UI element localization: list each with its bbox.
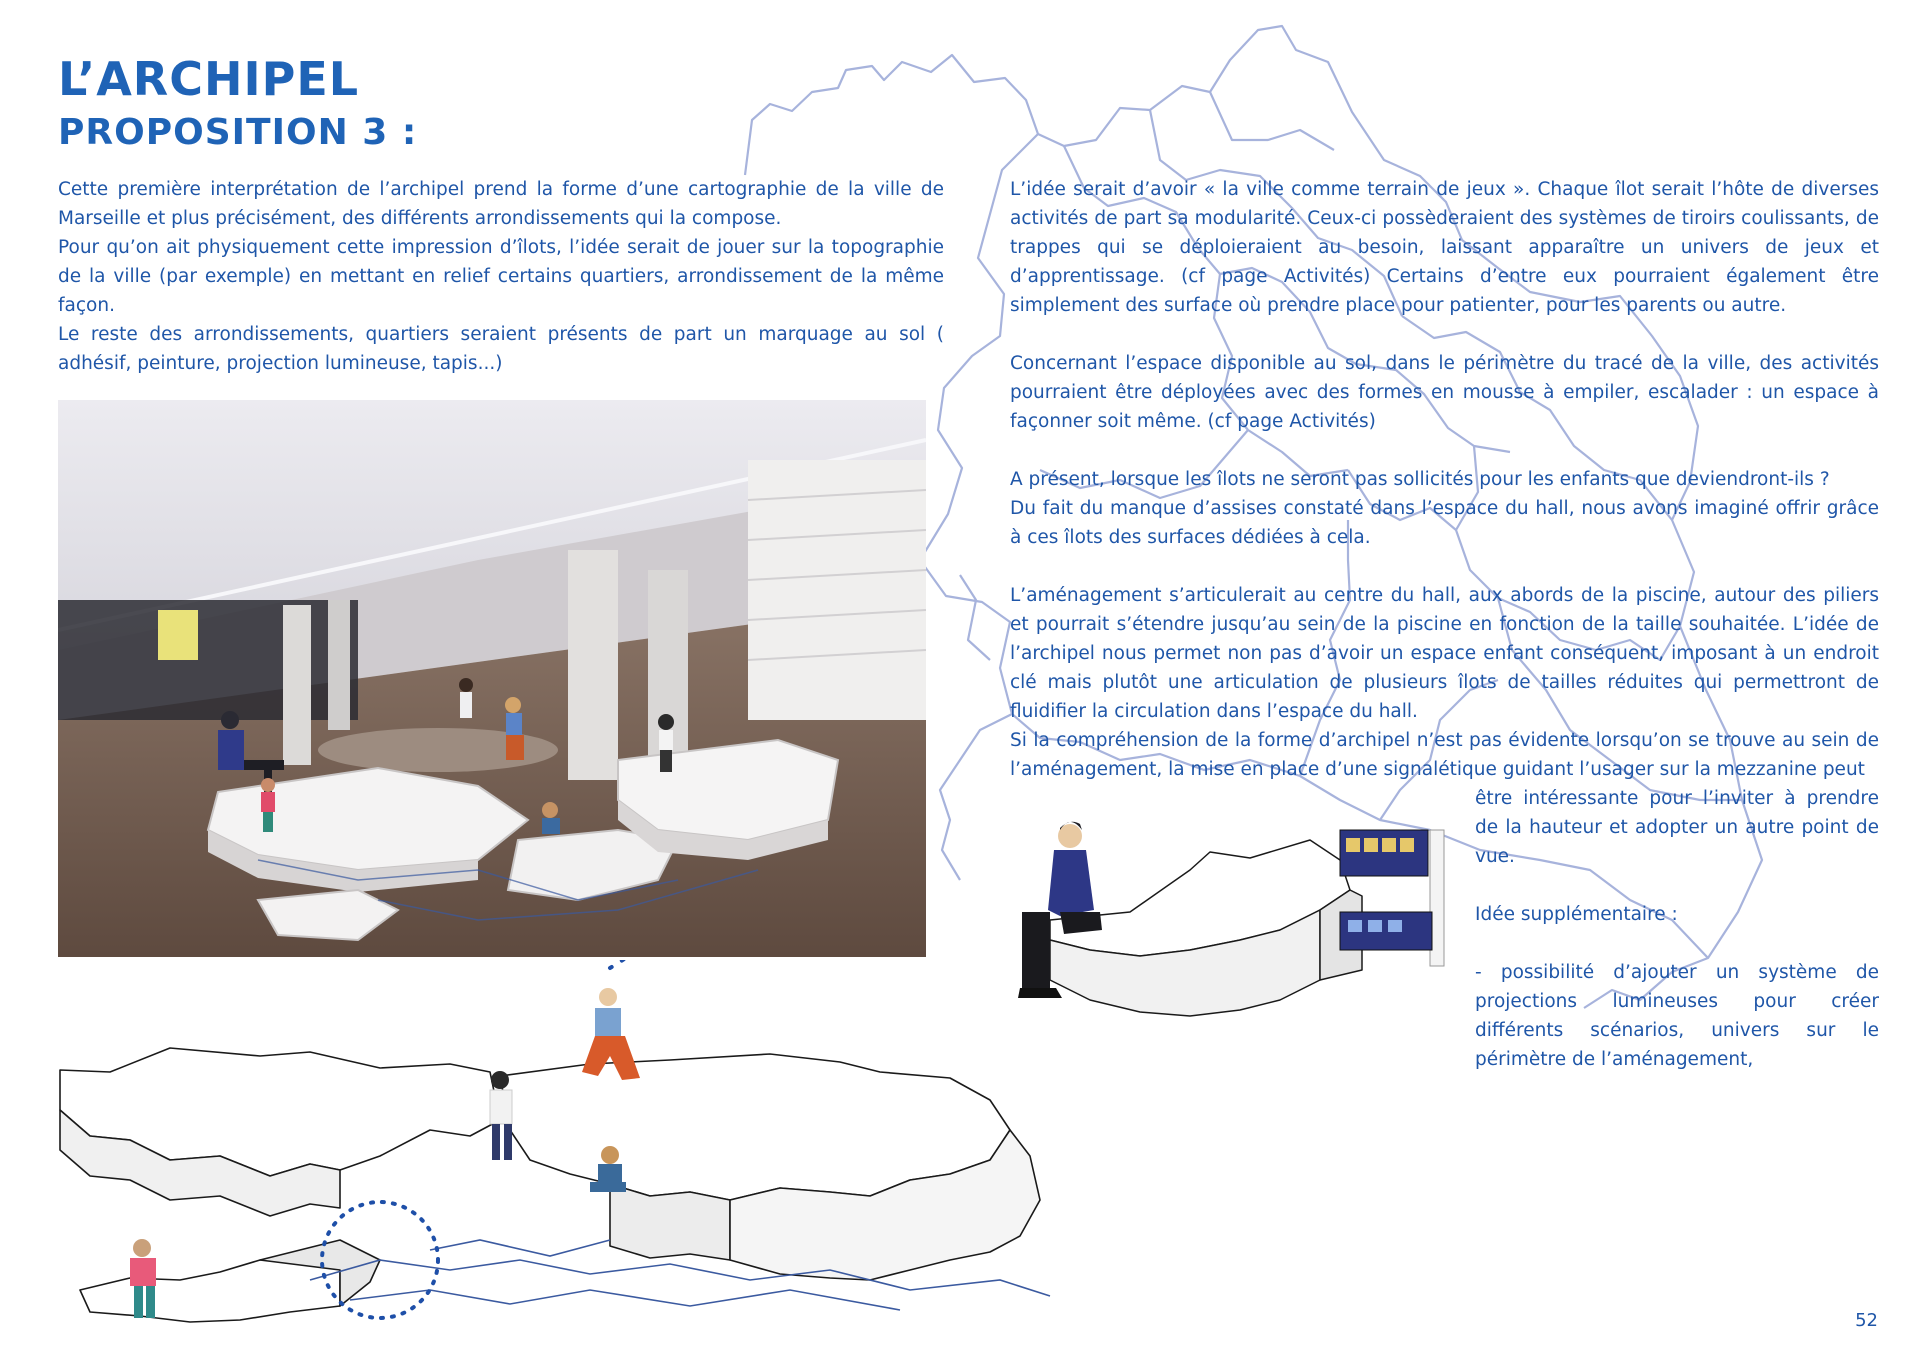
paragraph: Pour qu’on ait physiquement cette impression d’îlots, l’idée serait de jouer sur la topographie de la ville (par exemple) en mettant en relief certains quartiers, arrondissement de la même façon.	[58, 237, 944, 316]
paragraph: L’aménagement s’articulerait au centre du hall, aux abords de la piscine, autour des piliers et pourrait s’étendre jusqu’au sein de la piscine en fonction de la taille souhaitée. L’idée de l’archipel nous permet non pas d’avoir un espace enfant conséquent, imposant à un endroit clé mais plutôt une articulation de plusieurs îlots de tailles réduites qui permettront de fluidifier la circulation dans l’espace du hall.	[1010, 585, 1879, 722]
left-text-column	[58, 175, 944, 378]
page-subtitle: PROPOSITION 3 :	[58, 112, 418, 153]
paragraph: être intéressante pour l’inviter à prendre de la hauteur et adopter un autre point de vue.	[1475, 788, 1879, 867]
paragraph: L’idée serait d’avoir « la ville comme terrain de jeux ». Chaque îlot serait l’hôte de diverses activités de part sa modularité. Ceux-ci possèderaient des systèmes de tiroirs coulissants, de trappes qui se déploieraient au besoin, laissant apparaître un univers de jeux et d’apprentissage. (cf page Activités) Certains d’entre eux pourraient également être simplement des surface où prendre place pour patienter, pour les parents ou autre.	[1010, 179, 1879, 316]
island-seating-vignette	[990, 800, 1450, 1050]
paragraph: Si la compréhension de la forme d’archipel n’est pas évidente lorsqu’on se trouve au sein de l’aménagement, la mise en place d’une signalétique guidant l’usager sur la mezzanine peut	[1010, 730, 1879, 780]
paragraph: Idée supplémentaire :	[1475, 904, 1678, 925]
paragraph: Du fait du manque d’assises constaté dans l’espace du hall, nous avons imaginé offrir grâce à ces îlots des surfaces dédiées à cela.	[1010, 498, 1879, 548]
page-title: L’ARCHIPEL	[58, 52, 360, 106]
paragraph: A présent, lorsque les îlots ne seront pas sollicités pour les enfants que deviendront-ils ?	[1010, 469, 1830, 490]
page-number: 52	[1855, 1310, 1878, 1331]
paragraph: - possibilité d’ajouter un système de projections lumineuses pour créer différents scénarios, univers sur le périmètre de l’aménagement,	[1475, 962, 1879, 1070]
hall-photo-montage	[58, 400, 926, 957]
paragraph: Concernant l’espace disponible au sol, dans le périmètre du tracé de la ville, des activités pourraient être déployées avec des formes en mousse à empiler, escalader : un espace à façonner soit même. (cf page Activités)	[1010, 353, 1879, 432]
paragraph: Le reste des arrondissements, quartiers seraient présents de part un marquage au sol ( adhésif, peinture, projection lumineuse, tapis...)	[58, 324, 944, 374]
paragraph: Cette première interprétation de l’archipel prend la forme d’une cartographie de la ville de Marseille et plus précisément, des différents arrondissements qui la compose.	[58, 179, 944, 229]
